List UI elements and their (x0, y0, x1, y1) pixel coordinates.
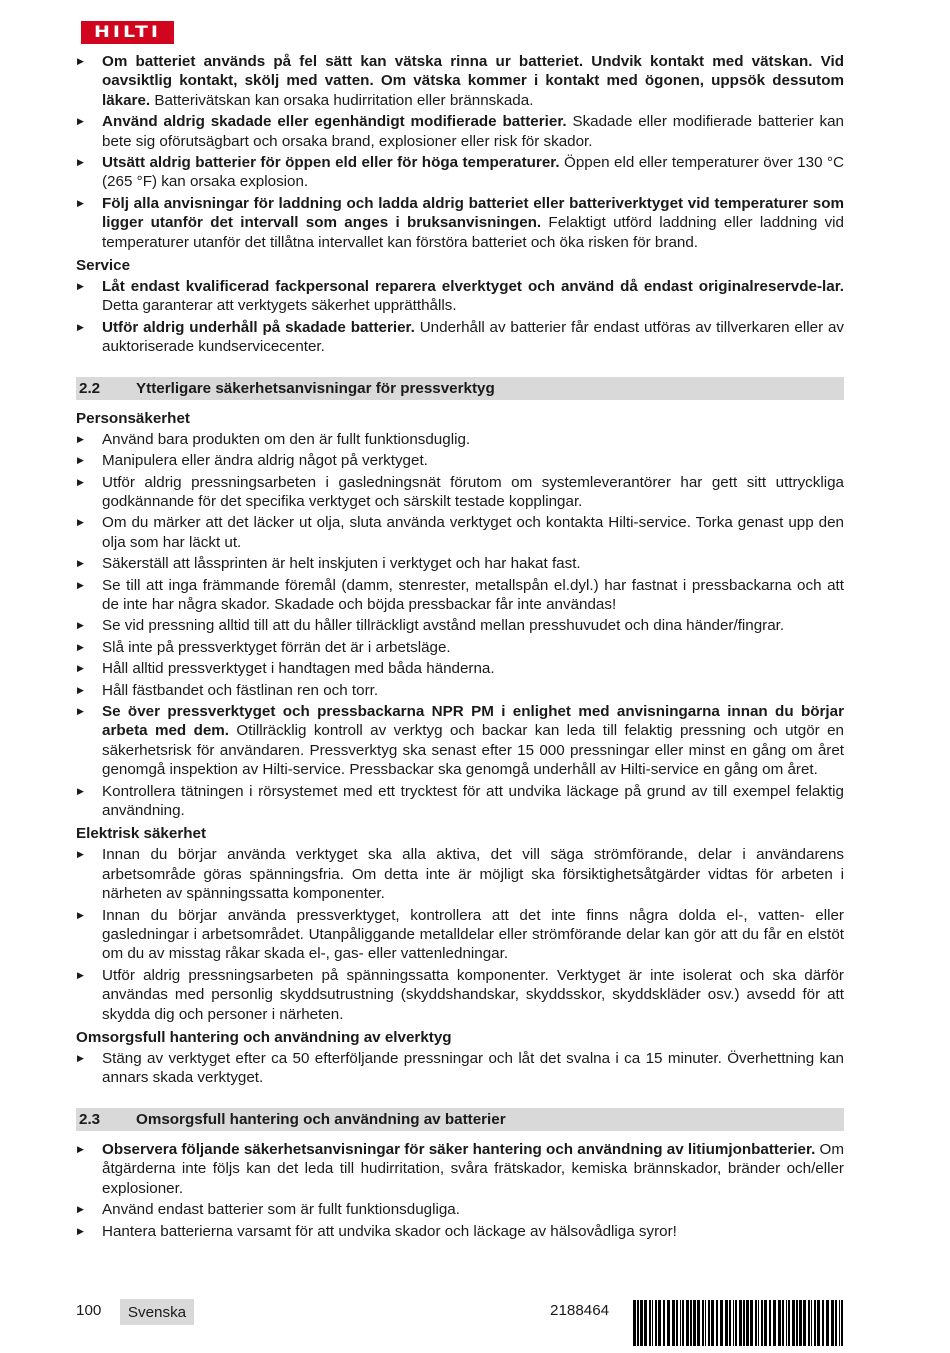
barcode-bar (835, 1300, 837, 1346)
section-heading-2-2 (76, 377, 844, 400)
list-item-bold: Följ alla anvisningar för laddning och ladda aldrig batteriet eller batteriverktyget vid temperaturer som ligger utanför det intervall som anges i bruksanvisningen. (102, 194, 844, 232)
logo-text: HILTI (94, 22, 161, 42)
bullet-icon: ▶ (77, 321, 84, 332)
language-label: Svenska (120, 1299, 194, 1325)
list-item-text (102, 1049, 844, 1088)
service-heading: Service (76, 257, 131, 275)
list-item (76, 554, 844, 573)
bullet-icon: ▶ (77, 641, 84, 652)
list-item (76, 702, 844, 780)
barcode-bar (697, 1300, 700, 1346)
list-item (76, 430, 844, 449)
careful-use-list (76, 1049, 844, 1088)
list-item (76, 318, 844, 357)
barcode-bar (739, 1300, 742, 1346)
list-item-body: Innan du börjar använda verktyget ska alla aktiva, det vill säga strömförande, delar i användarens arbetsområde göras spänningsfria. Om detta inte är möjligt ska försiktighetsåtgärder vidtas för arbeten i närheten av spänningssatta komponenter. (102, 846, 844, 903)
bullet-icon: ▶ (77, 476, 84, 487)
barcode-bar (637, 1300, 639, 1346)
list-item-bold: Utsätt aldrig batterier för öppen eld eller för höga temperaturer. (102, 154, 560, 172)
bullet-icon: ▶ (77, 517, 84, 528)
list-item-text (102, 782, 844, 821)
list-item-text (102, 638, 844, 657)
page-footer (76, 1299, 844, 1325)
hilti-logo (81, 21, 174, 44)
barcode-bar (778, 1300, 781, 1346)
barcode-bar (663, 1300, 665, 1346)
list-item-text (102, 702, 844, 780)
list-item-bold: Använd aldrig skadade eller egenhändigt modifierade batterier. (102, 113, 567, 131)
bullet-icon: ▶ (77, 849, 84, 860)
barcode-bar (822, 1300, 824, 1346)
barcode-bar (735, 1300, 737, 1346)
barcode-bar (786, 1300, 787, 1346)
barcode-bar (831, 1300, 834, 1346)
list-item (76, 1049, 844, 1088)
list-item-text (102, 112, 844, 151)
careful-use-heading: Omsorgsfull hantering och användning av elverktyg (76, 1029, 452, 1047)
barcode-bar (755, 1300, 757, 1346)
list-item-text (102, 616, 844, 635)
list-item-body: Batterivätskan kan orsaka hudirritation eller brännskada. (150, 91, 534, 109)
list-item-text (102, 153, 844, 192)
list-item-text (102, 659, 844, 678)
list-item-body: Öppen eld eller temperaturer över 130 °C (265 °F) kan orsaka explosion. (102, 154, 844, 191)
barcode-bar (733, 1300, 734, 1346)
bullet-icon: ▶ (77, 455, 84, 466)
list-item (76, 1140, 844, 1198)
barcode-bar (716, 1300, 718, 1346)
barcode-bar (758, 1300, 759, 1346)
barcode-bar (711, 1300, 714, 1346)
barcode-bar (792, 1300, 795, 1346)
list-item-text (102, 1222, 844, 1241)
barcode-bar (682, 1300, 684, 1346)
list-item-body: Manipulera eller ändra aldrig något på verktyget. (102, 452, 428, 470)
list-item (76, 659, 844, 678)
list-item (76, 616, 844, 635)
list-item-text (102, 681, 844, 700)
service-list (76, 277, 844, 357)
list-item-body: Kontrollera tätningen i rörsystemet med ett trycktest för att undvika läckage på grund av till exempel felaktig användning. (102, 782, 844, 819)
bullet-icon: ▶ (77, 1143, 84, 1154)
list-item-text (102, 194, 844, 252)
barcode-bar (652, 1300, 653, 1346)
list-item (76, 966, 844, 1024)
bullet-icon: ▶ (77, 785, 84, 796)
list-item-bold: Utför aldrig underhåll på skadade batterier. (102, 318, 415, 336)
electrical-safety-heading: Elektrisk säkerhet (76, 825, 207, 843)
personal-safety-list (76, 430, 844, 821)
list-item (76, 451, 844, 470)
barcode-bar (640, 1300, 643, 1346)
list-item-body: Se till att inga främmande föremål (damm, stenrester, metallspån el.dyl.) har fastnat i pressbackarna och att de inte har några skador. Skadade och böjda pressbackar får inte användas! (102, 576, 844, 613)
bullet-icon: ▶ (77, 116, 84, 127)
list-item-body: Detta garanterar att verktygets säkerhet upprätthålls. (102, 297, 457, 315)
barcode-bar (658, 1300, 661, 1346)
barcode-bar (750, 1300, 753, 1346)
list-item-text (102, 430, 844, 449)
list-item (76, 112, 844, 151)
barcode-bar (672, 1300, 675, 1346)
barcode-bar (743, 1300, 745, 1346)
barcode-bar (693, 1300, 696, 1346)
list-item-body: Felaktigt utförd laddning eller laddning vid temperaturer utanför det tillåtna intervallet kan förstöra batteriet och öka risken för brand. (102, 214, 844, 251)
barcode-bar (814, 1300, 816, 1346)
barcode-bar (769, 1300, 771, 1346)
list-item-text (102, 513, 844, 552)
document-number: 2188464 (550, 1302, 610, 1319)
bullet-icon: ▶ (77, 909, 84, 920)
list-item-text (102, 473, 844, 512)
list-item (76, 681, 844, 700)
bullet-icon: ▶ (77, 579, 84, 590)
bullet-icon: ▶ (77, 1053, 84, 1064)
bullet-icon: ▶ (77, 558, 84, 569)
bullet-icon: ▶ (77, 663, 84, 674)
barcode-bar (761, 1300, 763, 1346)
list-item-body: Hantera batterierna varsamt för att undvika skador och läckage av hälsovådliga syror! (102, 1222, 677, 1240)
barcode-bar (764, 1300, 767, 1346)
list-item-body: Se vid pressning alltid till att du håller tillräckligt avstånd mellan presshuvudet och dina händer/fingrar. (102, 617, 785, 635)
bullet-icon: ▶ (77, 56, 84, 66)
list-item-text (102, 52, 844, 110)
list-item-text (102, 576, 844, 615)
list-item-bold: Låt endast kvalificerad fackpersonal reparera elverktyget och använd då endast originalreservde-lar. (102, 278, 844, 296)
list-item-body: Utför aldrig pressningsarbeten i gasledningsnät förutom om systemleverantörer har gett sitt uttryckliga godkännande för det specifika verktyget och särskilt testade kopplingar. (102, 473, 844, 510)
list-item-body: Håll alltid pressverktyget i handtagen med båda händerna. (102, 660, 495, 678)
barcode-bar (788, 1300, 790, 1346)
section-number: 2.3 (79, 1110, 101, 1128)
list-item-body: Slå inte på pressverktyget förrän det är i arbetsläge. (102, 638, 451, 656)
list-item (76, 845, 844, 903)
list-item-body: Om åtgärderna inte följs kan det leda till hudirritation, svåra frätskador, kemiska brännskador, bränder och/eller explosioner. (102, 1140, 844, 1197)
list-item-text (102, 318, 844, 357)
list-item-text (102, 845, 844, 903)
page-content (76, 52, 844, 1243)
bullet-icon: ▶ (77, 684, 84, 695)
list-item (76, 1222, 844, 1241)
barcode-bar (811, 1300, 812, 1346)
barcode-bar (667, 1300, 670, 1346)
list-item-text (102, 966, 844, 1024)
list-item-bold: Om batteriet används på fel sätt kan vätska rinna ur batteriet. Undvik kontakt med vätskan. Vid oavsiktlig kontakt, skölj med vatten. Om vätska kommer i kontakt med ögonen, uppsök dessutom läkare. (102, 53, 844, 109)
barcode-bar (655, 1300, 657, 1346)
bullet-icon: ▶ (77, 281, 84, 292)
barcode-bar (817, 1300, 820, 1346)
section-number: 2.2 (79, 379, 101, 397)
section-heading-2-3 (76, 1108, 844, 1131)
barcode-bar (839, 1300, 840, 1346)
list-item-body: Om du märker att det läcker ut olja, sluta använda verktyget och kontakta Hilti-service. Torka genast upp den olja som har läckt ut. (102, 514, 844, 551)
bullet-icon: ▶ (77, 620, 84, 631)
list-item-body: Använd bara produkten om den är fullt funktionsduglig. (102, 430, 471, 448)
barcode-bar (729, 1300, 731, 1346)
barcode-bar (796, 1300, 798, 1346)
list-item (76, 194, 844, 252)
barcode-bar (708, 1300, 710, 1346)
barcode-bar (808, 1300, 810, 1346)
personal-safety-heading: Personsäkerhet (76, 409, 190, 427)
bullet-icon: ▶ (77, 433, 84, 444)
barcode-bar (782, 1300, 784, 1346)
list-item (76, 906, 844, 964)
barcode-bar (649, 1300, 651, 1346)
page-number: 100 (76, 1302, 102, 1319)
barcode-bar (725, 1300, 728, 1346)
intro-list (76, 52, 844, 252)
list-item (76, 52, 844, 110)
list-item (76, 513, 844, 552)
list-item-body: Otillräcklig kontroll av verktyg och backar kan leda till felaktig pressning och utgör en säkerhetsrisk för användaren. Pressverktyg ska senast efter 15 000 pressningar eller minst en gång om året genomgå inspektion av Hilti-service. Pressbackar ska genomgå underhåll av Hilti-service en gång om året. (102, 722, 844, 779)
list-item-body: Skadade eller modifierade batterier kan bete sig oförutsägbart och orsaka brand, explosioner eller risk för skador. (102, 113, 845, 150)
barcode-bar (633, 1300, 636, 1346)
list-item-text (102, 906, 844, 964)
list-item (76, 782, 844, 821)
list-item-bold: Se över pressverktyget och pressbackarna NPR PM i enlighet med anvisningarna innan du börjar arbeta med dem. (102, 702, 844, 740)
list-item-text (102, 554, 844, 573)
barcode-bar (826, 1300, 829, 1346)
barcode-bar (686, 1300, 689, 1346)
barcode-bar (705, 1300, 706, 1346)
list-item-body: Utför aldrig pressningsarbeten på spänningssatta komponenter. Verktyget är inte isolerat och ska därför användas med personlig skyddsutrustning (skyddshandskar, skyddsskor, skyddskläder osv.) avsedd för att skydda dig och personer i närheten. (102, 966, 844, 1023)
barcode-bar (799, 1300, 802, 1346)
list-item-text (102, 1140, 844, 1198)
list-item (76, 473, 844, 512)
section-title: Omsorgsfull hantering och användning av batterier (136, 1110, 506, 1128)
bullet-icon: ▶ (77, 1225, 84, 1236)
list-item-text (102, 1200, 844, 1219)
barcode-bar (644, 1300, 647, 1346)
bullet-icon: ▶ (77, 157, 84, 168)
barcode-image (633, 1300, 844, 1346)
barcode-bar (773, 1300, 776, 1346)
list-item (76, 1200, 844, 1219)
barcode-bar (841, 1300, 843, 1346)
list-item-body: Stäng av verktyget efter ca 50 efterföljande pressningar och låt det svalna i ca 15 minuter. Överhettning kan annars skada verktyget. (102, 1050, 844, 1087)
list-item-bold: Observera följande säkerhetsanvisningar för säker hantering och användning av litiumjonbatterier. (102, 1140, 816, 1158)
bullet-icon: ▶ (77, 969, 84, 980)
list-item-text (102, 277, 844, 316)
barcode-bar (690, 1300, 692, 1346)
barcode-bar (680, 1300, 681, 1346)
list-item-body: Underhåll av batterier får endast utföras av tillverkaren eller av auktoriserade kundservicecenter. (102, 318, 845, 356)
list-item-body: Håll fästbandet och fästlinan ren och torr. (102, 681, 379, 699)
bullet-icon: ▶ (77, 705, 84, 716)
bullet-icon: ▶ (77, 1204, 84, 1215)
barcode-bar (746, 1300, 749, 1346)
bullet-icon: ▶ (77, 197, 84, 208)
battery-handling-list (76, 1140, 844, 1241)
section-title: Ytterligare säkerhetsanvisningar för pressverktyg (136, 379, 495, 397)
list-item-body: Använd endast batterier som är fullt funktionsdugliga. (102, 1201, 460, 1219)
list-item (76, 153, 844, 192)
electrical-safety-list (76, 845, 844, 1024)
list-item (76, 638, 844, 657)
barcode-bar (720, 1300, 723, 1346)
barcode-bar (702, 1300, 704, 1346)
list-item-body: Säkerställ att låssprinten är helt inskjuten i verktyget och har hakat fast. (102, 555, 581, 573)
barcode-bar (676, 1300, 678, 1346)
list-item-body: Innan du börjar använda pressverktyget, kontrollera att det inte finns några dolda el-, vatten- eller gasledningar i arbetsområdet. Utanpåliggande metalldelar eller strömförande delar kan gör att du får en elstöt om du av misstag råkar skada el-, gas- eller vattenledningar. (102, 906, 844, 963)
list-item (76, 277, 844, 316)
barcode-bar (803, 1300, 806, 1346)
list-item (76, 576, 844, 615)
list-item-text (102, 451, 844, 470)
